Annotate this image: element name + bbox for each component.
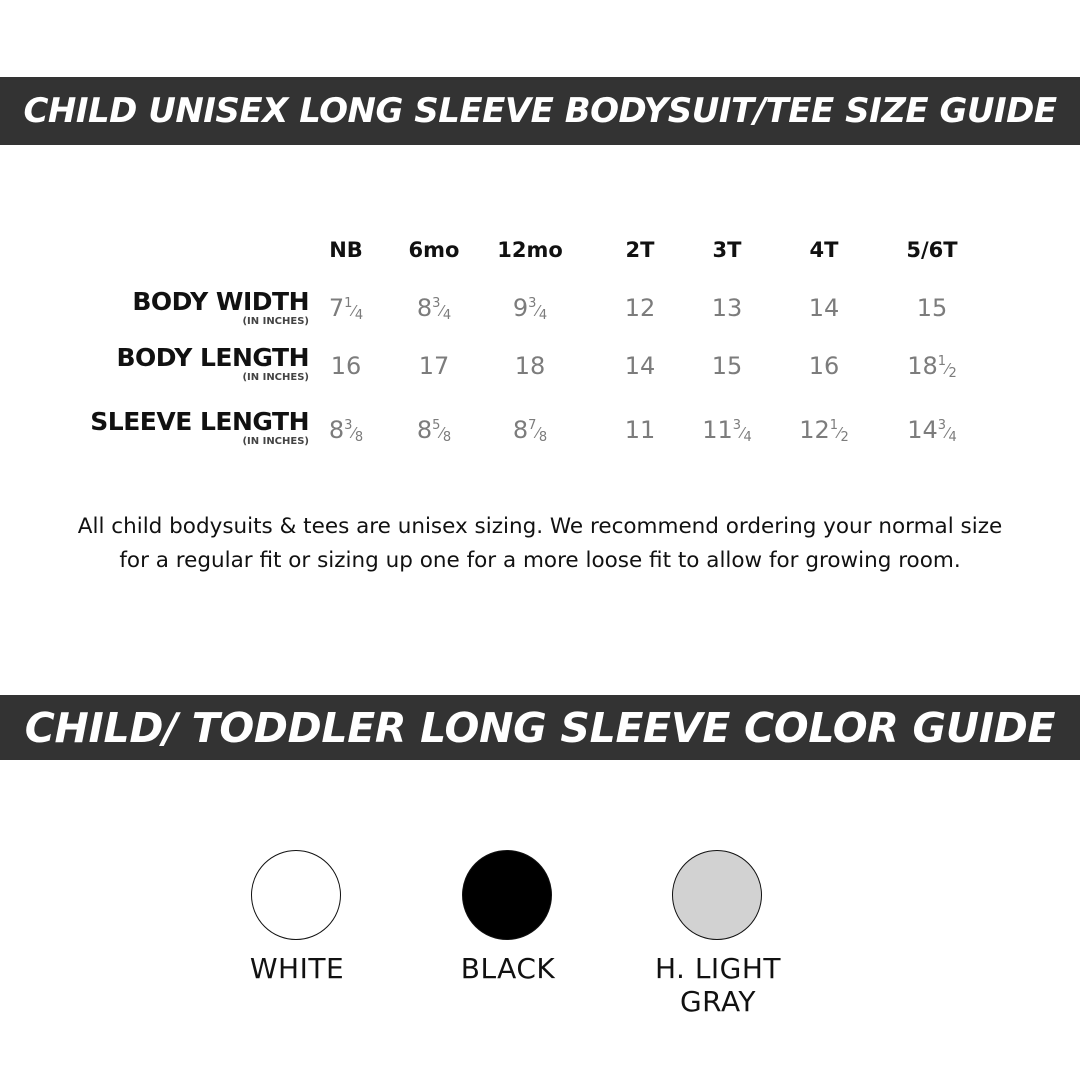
measurement-cell: 12 <box>624 294 656 322</box>
measurement-cell: $8^5⁄_8$ <box>416 416 452 445</box>
row-label <box>90 408 309 448</box>
measurement-cell: $7^1⁄_4$ <box>328 294 364 323</box>
measurement-cell: $18^1⁄_2$ <box>907 352 957 381</box>
measurement-cell: 17 <box>418 352 450 380</box>
color-swatch <box>462 850 552 940</box>
size-column-header: 12mo <box>497 238 563 262</box>
color-swatch <box>672 850 762 940</box>
size-column-header: 3T <box>712 238 742 262</box>
size-guide-banner <box>0 77 1080 145</box>
color-swatch-label: WHITE <box>249 952 345 985</box>
row-unit-text: (IN INCHES) <box>242 372 309 383</box>
measurement-cell: $9^3⁄_4$ <box>512 294 548 323</box>
color-swatch-label: H. LIGHT GRAY <box>654 952 782 1018</box>
measurement-cell: $14^3⁄_4$ <box>907 416 957 445</box>
measurement-cell: 15 <box>711 352 743 380</box>
row-label-text: BODY LENGTH <box>116 343 309 372</box>
measurement-cell: $8^7⁄_8$ <box>512 416 548 445</box>
measurement-cell: $12^1⁄_2$ <box>799 416 849 445</box>
size-column-header: 5/6T <box>906 238 958 262</box>
row-label <box>116 344 309 384</box>
measurement-cell: $8^3⁄_4$ <box>416 294 452 323</box>
size-column-header: 2T <box>625 238 655 262</box>
measurement-cell: 14 <box>808 294 840 322</box>
measurement-cell: 16 <box>330 352 362 380</box>
size-column-header: 6mo <box>408 238 460 262</box>
color-guide-banner <box>0 695 1080 760</box>
measurement-cell: $8^3⁄_8$ <box>328 416 364 445</box>
row-unit-text: (IN INCHES) <box>242 316 309 327</box>
row-label <box>132 288 309 328</box>
size-column-header: NB <box>329 238 363 262</box>
row-label-text: BODY WIDTH <box>132 287 309 316</box>
measurement-cell: 11 <box>624 416 656 444</box>
size-guide-title: CHILD UNISEX LONG SLEEVE BODYSUIT/TEE SIZE GUIDE <box>23 91 1057 131</box>
color-swatch <box>251 850 341 940</box>
measurement-cell: 18 <box>514 352 546 380</box>
row-label-text: SLEEVE LENGTH <box>90 407 309 436</box>
measurement-cell: 14 <box>624 352 656 380</box>
size-column-header: 4T <box>809 238 839 262</box>
color-swatch-label: BLACK <box>460 952 556 985</box>
measurement-cell: $11^3⁄_4$ <box>702 416 752 445</box>
color-guide-title: CHILD/ TODDLER LONG SLEEVE COLOR GUIDE <box>24 703 1056 752</box>
row-unit-text: (IN INCHES) <box>242 436 309 447</box>
measurement-cell: 15 <box>916 294 948 322</box>
measurement-cell: 16 <box>808 352 840 380</box>
sizing-note: All child bodysuits & tees are unisex sizing. We recommend ordering your normal size for a regular fit or sizing up one for a more loose fit to allow for growing room. <box>77 514 1003 573</box>
measurement-cell: 13 <box>711 294 743 322</box>
